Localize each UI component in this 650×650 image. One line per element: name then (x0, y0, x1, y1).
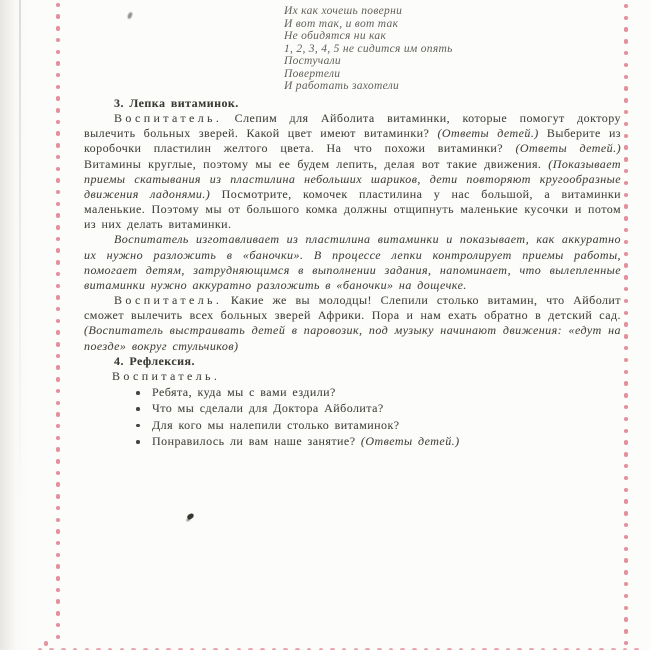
border-dot (624, 370, 629, 375)
border-dot (624, 511, 629, 516)
border-dot (56, 588, 61, 593)
text-segment-normal: Понравилось ли вам наше занятие? (152, 434, 361, 449)
text-segment-normal: Для кого мы налепили столько витаминок? (152, 417, 400, 432)
border-dot (56, 14, 61, 19)
reflection-questions (134, 384, 621, 450)
border-dot (624, 122, 629, 127)
border-dot (56, 365, 61, 370)
border-dot (56, 131, 61, 136)
text-segment-normal: Ребята, куда мы с вами ездили? (152, 384, 336, 399)
border-dot (56, 237, 61, 242)
border-dot (56, 623, 61, 628)
border-dot (56, 412, 61, 417)
stray-pencil-mark (127, 12, 133, 19)
border-dot (624, 488, 629, 493)
section-4-heading: 4. Рефлексия. (114, 353, 195, 368)
border-dot (624, 299, 629, 304)
border-dot (56, 576, 61, 581)
border-dot (624, 228, 629, 233)
border-dot (56, 61, 61, 66)
text-segment-italic: (Показывает приемы скатывания из пластилина небольших шариков, дети повторяют кругообразные движения ладонями.) (84, 156, 621, 201)
border-dot (624, 145, 629, 150)
border-dot (56, 494, 61, 499)
border-dot (624, 417, 629, 422)
border-dot (56, 553, 61, 558)
poem-block (284, 5, 453, 93)
border-dot (56, 389, 61, 394)
border-dot (624, 452, 629, 457)
text-segment-normal: Витамины круглые, поэтому мы ее будем лепить, делая вот такие движения. (84, 156, 549, 171)
teacher-speech-praise (84, 293, 621, 354)
border-dot (56, 85, 61, 90)
border-dot (624, 429, 629, 434)
border-dot (56, 506, 61, 511)
reflection-question (134, 417, 621, 433)
text-segment-italic: Воспитатель изготавливает из пластилина витаминки и показывает, как аккуратно их нужно разложить в «баночки». В процессе лепки контролирует приемы работы, помогает детям, затрудняющимся в выполнении задания, напоминает, что вылепленные витаминки нужно аккуратно разложить в «баночки» на дощечке. (84, 232, 621, 292)
border-dot (56, 319, 61, 324)
poem-line: И вот так, и вот так (284, 17, 399, 30)
border-dot (624, 63, 629, 68)
border-dot (624, 193, 629, 198)
border-dot (56, 471, 61, 476)
border-dot (624, 582, 629, 587)
border-dot (56, 178, 61, 183)
text-segment-normal: Слепим для Айболита витаминки, которые помогут доктору вылечить больных зверей. Какой цвет имеют витаминки? (84, 111, 621, 141)
teacher-speech-vitamins (84, 111, 621, 232)
border-dot (624, 476, 629, 481)
border-dot (56, 401, 61, 406)
text-segment-italic: (Ответы детей.) (360, 434, 460, 449)
lesson-plan-text (84, 96, 621, 450)
reflection-question (134, 433, 621, 449)
border-dot (624, 334, 629, 339)
border-dot (624, 240, 629, 245)
border-dot (56, 260, 61, 265)
poem-line: И работать захотели (284, 80, 400, 93)
border-dot (56, 518, 61, 523)
border-dot (56, 50, 61, 55)
border-dot (624, 86, 629, 91)
border-dot (56, 459, 61, 464)
page-edge-shadow (0, 0, 28, 650)
border-dot (624, 405, 629, 410)
border-dot (624, 98, 629, 103)
border-dot (624, 263, 629, 268)
border-dot (56, 307, 61, 312)
reflection-question (134, 384, 621, 400)
border-dot (624, 322, 629, 327)
border-dot (624, 169, 629, 174)
border-dot (56, 611, 61, 616)
page-crease-line (19, 0, 21, 507)
border-dot (56, 248, 61, 253)
poem-line: 1, 2, 3, 4, 5 не сидится им опять (284, 42, 453, 55)
border-dot (624, 358, 629, 363)
border-dot (56, 202, 61, 207)
poem-line: Постучали (284, 55, 341, 68)
border-dot (624, 393, 629, 398)
border-dot (56, 354, 61, 359)
stage-direction-modelling (84, 232, 621, 293)
border-dot (624, 16, 629, 21)
border-dot (56, 38, 61, 43)
border-dot (624, 617, 629, 622)
border-dot (56, 190, 61, 195)
border-dot (624, 464, 629, 469)
border-dot (56, 167, 61, 172)
border-dot (624, 381, 629, 386)
border-dot (624, 204, 629, 209)
border-dot (624, 311, 629, 316)
text-segment-italic: (Ответы детей.) (515, 141, 622, 156)
text-segment-spaced: Воспитатель. (112, 368, 221, 383)
text-segment-normal: Что мы сделали для Доктора Айболита? (152, 401, 384, 416)
text-segment-normal: Посмотрите, комочек пластилина у нас большой, а витаминки маленькие. Поэтому мы от большого комка должны отщипнуть маленькие кусочки и потом из них делать витаминки. (84, 186, 621, 232)
text-segment-spaced: Воспитатель. (114, 111, 223, 126)
border-dot (56, 213, 61, 218)
border-dot (624, 558, 629, 563)
border-dot (56, 155, 61, 160)
border-dot (56, 3, 61, 8)
border-dot (624, 440, 629, 445)
border-dot (56, 436, 61, 441)
border-dot (56, 73, 61, 78)
border-dot (624, 39, 629, 44)
border-dot (624, 547, 629, 552)
border-dot (56, 26, 61, 31)
border-dot (56, 96, 61, 101)
border-dot (624, 110, 629, 115)
text-segment-italic: (Ответы детей.) (437, 126, 539, 141)
border-dot (56, 541, 61, 546)
poem-line: Не обидятся ни как (284, 30, 387, 43)
text-segment-spaced: Воспитатель. (114, 293, 223, 308)
border-dot (56, 529, 61, 534)
border-dot (624, 499, 629, 504)
border-dot (624, 27, 629, 32)
text-segment-normal: Какие же вы молодцы! Слепили столько витамин, что Айболит сможет вылечить всех больных зверей Африки. Пора и нам ехать обратно в детский сад. (84, 293, 621, 323)
border-dot (56, 284, 61, 289)
border-dot (56, 225, 61, 230)
poem-line: Повертели (284, 67, 341, 80)
border-dot (624, 275, 629, 280)
border-dot (624, 4, 629, 9)
border-dot (56, 143, 61, 148)
poem-line: Их как хочешь поверни (284, 5, 403, 17)
border-dot (624, 75, 629, 80)
ink-blot (186, 513, 194, 520)
border-dot (624, 523, 629, 528)
border-dot (56, 377, 61, 382)
border-dot (56, 272, 61, 277)
border-dot (56, 447, 61, 452)
border-dot (56, 108, 61, 113)
section-3-heading: 3. Лепка витаминок. (114, 96, 239, 110)
text-segment-italic: (Воспитатель выстраивать детей в паровозик, под музыку начинают движения: «едут на поезде» вокруг стульчиков) (84, 323, 621, 353)
border-dot (56, 564, 61, 569)
border-dot (624, 51, 629, 56)
border-dot (624, 134, 629, 139)
border-dot (56, 635, 61, 640)
border-dot (624, 346, 629, 351)
border-dot (624, 535, 629, 540)
border-dot (56, 424, 61, 429)
border-dot (624, 181, 629, 186)
border-dot (56, 295, 61, 300)
border-dot (624, 629, 629, 634)
teacher-label (84, 369, 621, 384)
border-dot (624, 252, 629, 257)
border-dot (56, 342, 61, 347)
border-dot (56, 599, 61, 604)
border-dot (624, 606, 629, 611)
border-dot (624, 216, 629, 221)
border-dot (624, 641, 629, 646)
text-segment-normal: Выберите из коробочки пластилин желтого цвета. На что похожи витаминки? (84, 126, 622, 156)
border-dot (624, 287, 629, 292)
border-dot (56, 482, 61, 487)
border-dot (56, 120, 61, 125)
border-dot (624, 594, 629, 599)
border-dot (44, 641, 49, 646)
border-dot (624, 157, 629, 162)
border-dot (56, 330, 61, 335)
reflection-question (134, 400, 621, 416)
border-dot (624, 570, 629, 575)
